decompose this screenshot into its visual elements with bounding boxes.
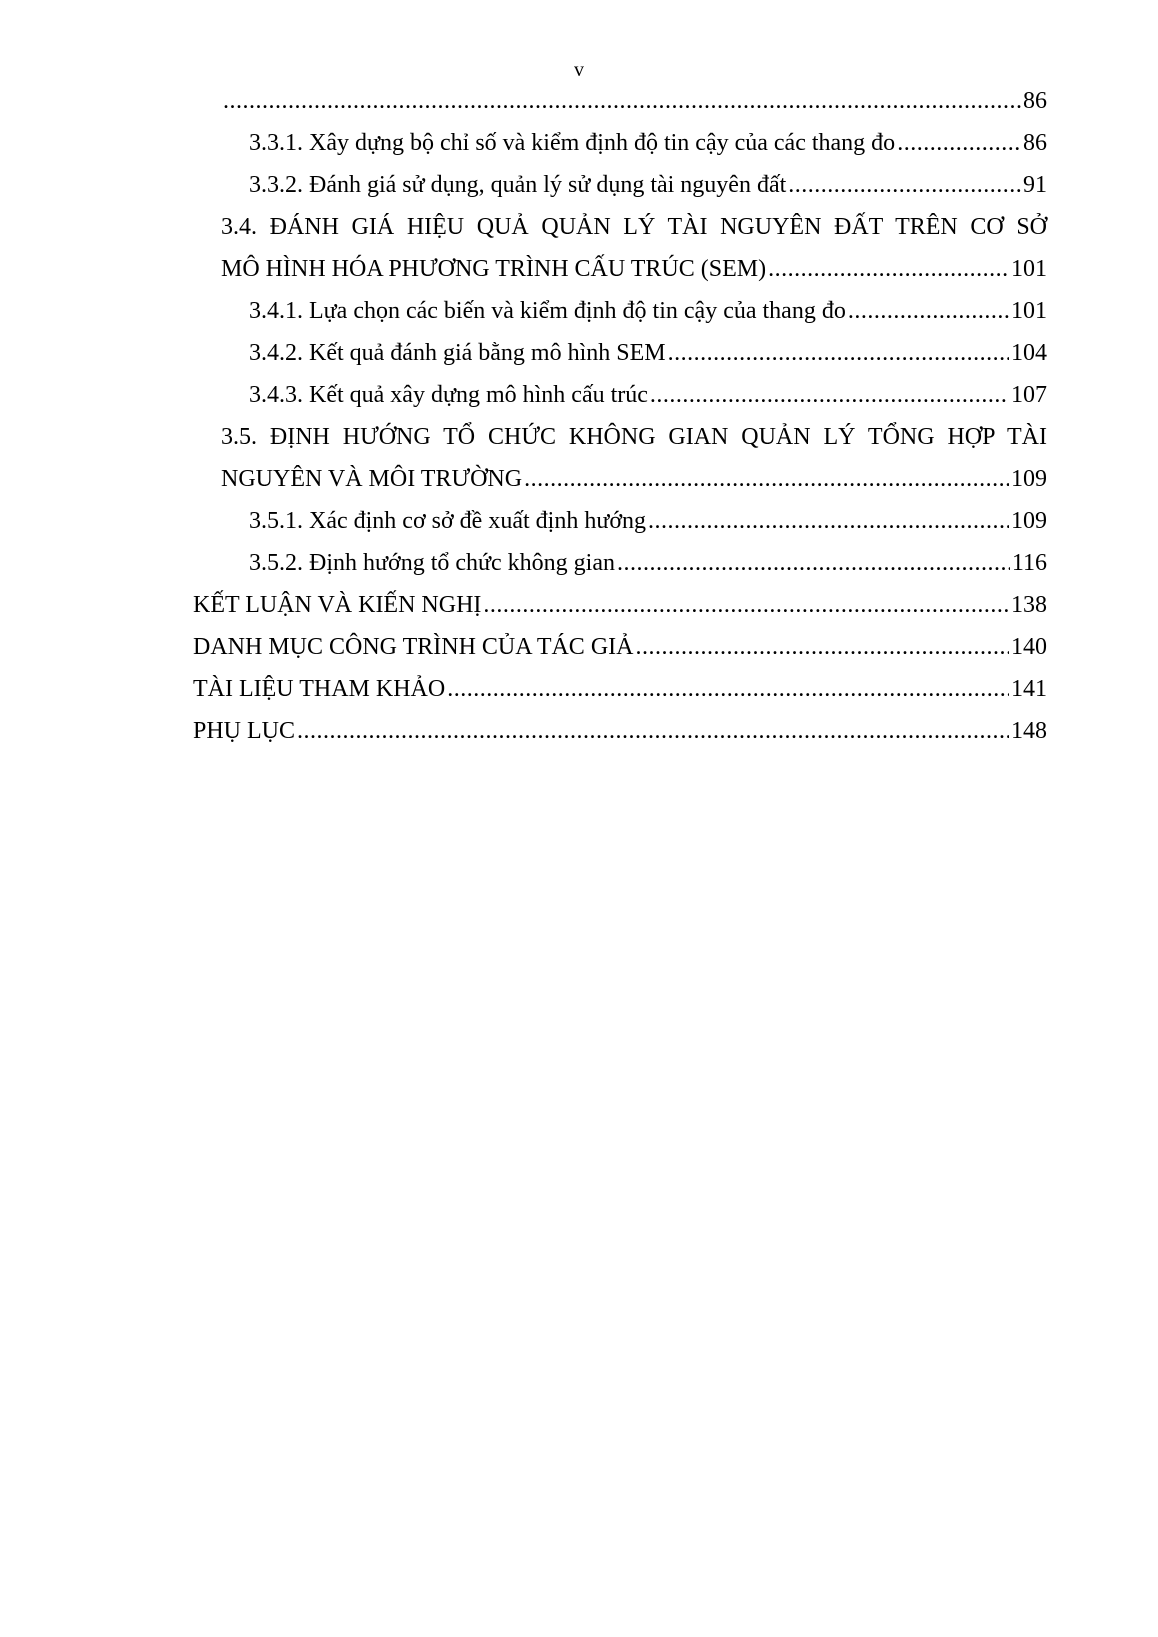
toc-entry-title: KẾT LUẬN VÀ KIẾN NGHỊ	[193, 592, 482, 618]
toc-entry-title: 3.4.1. Lựa chọn các biến và kiểm định độ tin cậy của thang đo	[249, 298, 846, 324]
toc-entry-3-4-line2[interactable]	[0, 248, 1158, 290]
toc-entry-3-3-1[interactable]	[0, 122, 1158, 164]
dot-leader	[617, 542, 1010, 584]
toc-entry-title: DANH MỤC CÔNG TRÌNH CỦA TÁC GIẢ	[193, 634, 634, 660]
toc-entry-references[interactable]	[0, 668, 1158, 710]
toc-page-number: 116	[1011, 550, 1047, 576]
toc-entry-title: TÀI LIỆU THAM KHẢO	[193, 676, 446, 702]
toc-entry-3-5-1[interactable]	[0, 500, 1158, 542]
toc-page-number: 109	[1011, 508, 1047, 534]
toc-entry-3-5-line1[interactable]	[0, 416, 1158, 458]
toc-entry-title: 3.4. ĐÁNH GIÁ HIỆU QUẢ QUẢN LÝ TÀI NGUYÊN ĐẤT TRÊN CƠ SỞ	[221, 214, 1047, 240]
toc-entry-3-5-line2[interactable]	[0, 458, 1158, 500]
toc-page-number: 107	[1011, 382, 1047, 408]
toc-page-number: 109	[1011, 466, 1047, 492]
toc-entry-3-5-2[interactable]	[0, 542, 1158, 584]
toc-entry-title-continued: NGUYÊN VÀ MÔI TRƯỜNG	[221, 466, 523, 492]
toc-entry-title: PHỤ LỤC	[193, 718, 296, 744]
dot-leader	[223, 80, 1021, 122]
toc-entry-3-4-line1[interactable]	[0, 206, 1158, 248]
toc-entry-title: 3.4.3. Kết quả xây dựng mô hình cấu trúc	[249, 382, 648, 408]
toc-entry-3-3-2[interactable]	[0, 164, 1158, 206]
dot-leader	[447, 668, 1009, 710]
toc-page-number: 148	[1011, 718, 1047, 744]
toc-entry-publications[interactable]	[0, 626, 1158, 668]
toc-entry-3-4-2[interactable]	[0, 332, 1158, 374]
toc-page-number: 138	[1011, 592, 1047, 618]
toc-entry-title: 3.5.1. Xác định cơ sở đề xuất định hướng	[249, 508, 647, 534]
toc-entry-3-4-1[interactable]	[0, 290, 1158, 332]
toc-entry-conclusion[interactable]	[0, 584, 1158, 626]
toc-page-number: 140	[1011, 634, 1047, 660]
dot-leader	[897, 122, 1021, 164]
dot-leader	[648, 500, 1009, 542]
dot-leader	[768, 248, 1009, 290]
toc-entry-title: 3.5.2. Định hướng tổ chức không gian	[249, 550, 615, 576]
toc-page-number: 104	[1011, 340, 1047, 366]
toc-page-number: 101	[1011, 256, 1047, 282]
dot-leader	[668, 332, 1009, 374]
dot-leader	[635, 626, 1009, 668]
toc-page-number: 101	[1011, 298, 1047, 324]
dot-leader	[788, 164, 1021, 206]
dot-leader	[650, 374, 1009, 416]
toc-entry-title: 3.5. ĐỊNH HƯỚNG TỔ CHỨC KHÔNG GIAN QUẢN LÝ TỔNG HỢP TÀI	[221, 424, 1047, 450]
toc-page-number: 86	[1023, 88, 1047, 114]
toc-page-number: 91	[1023, 172, 1047, 198]
toc-entry-title: 3.3.1. Xây dựng bộ chỉ số và kiểm định độ tin cậy của các thang đo	[249, 130, 896, 156]
dot-leader	[297, 710, 1009, 752]
toc-entry-3-4-3[interactable]	[0, 374, 1158, 416]
toc-entry-continuation[interactable]	[0, 80, 1158, 122]
toc-page-number: 86	[1023, 130, 1047, 156]
toc-entry-title: 3.3.2. Đánh giá sử dụng, quản lý sử dụng tài nguyên đất	[249, 172, 787, 198]
toc-entry-title-continued: MÔ HÌNH HÓA PHƯƠNG TRÌNH CẤU TRÚC (SEM)	[221, 256, 767, 282]
toc-entry-title: 3.4.2. Kết quả đánh giá bằng mô hình SEM	[249, 340, 666, 366]
dot-leader	[483, 584, 1009, 626]
dot-leader	[524, 458, 1009, 500]
toc-entry-appendix[interactable]	[0, 710, 1158, 752]
page-number: v	[574, 59, 584, 81]
toc-page-number: 141	[1011, 676, 1047, 702]
dot-leader	[848, 290, 1009, 332]
